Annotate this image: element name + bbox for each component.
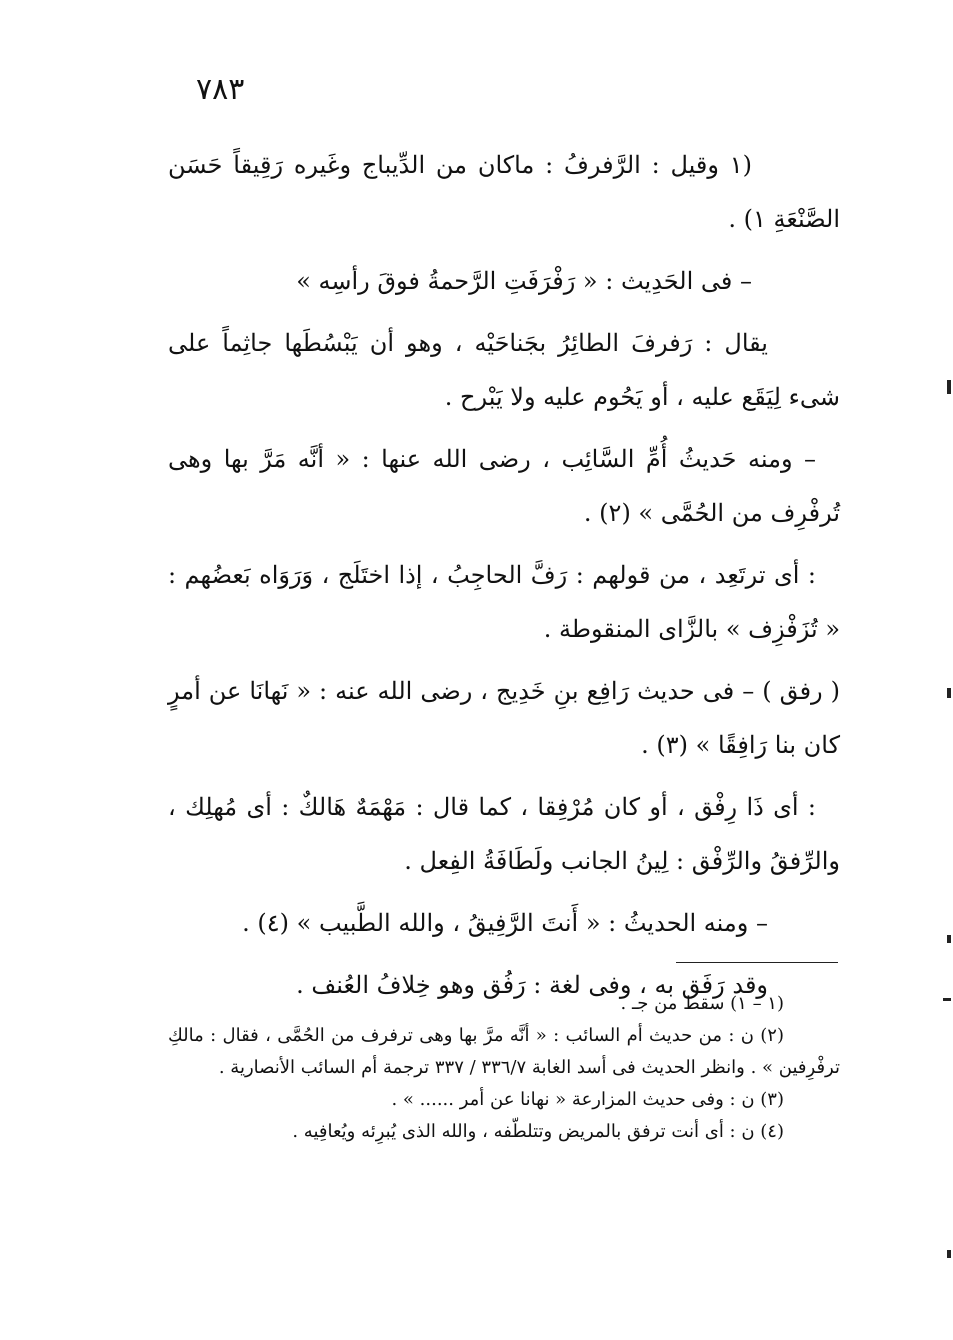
footnote-1: (١ – ١) سقط من جـ .: [620, 993, 784, 1014]
paragraph-rafraf-definition: (١ وقيل : الرَّفرفُ : ماكان من الدِّيباج وغَيره رَقِيقاً حَسَن الصَّنْعَةِ ١) .: [168, 151, 840, 233]
scan-edge-mark: [947, 688, 951, 698]
footnote-2: (٢) ن : من حديث أم السائب : « أنَّه مرَّ بها وهى ترفرف من الحُمَّى ، فقال : مالكِ ترفْرِفين » . وانظر الحديث فى أسد الغابة ٣٣٦/٧ / ٣٣٧ ترجمة أم السائب الأنصارية .: [168, 1025, 840, 1078]
paragraph-anta-rafiq: – ومنه الحديثُ : « أَنتَ الرَّفِيقُ ، والله الطَّبيب » (٤) .: [242, 909, 768, 937]
paragraph-dha-rifq: : أى ذَا رِفْق ، أو كان مُرْفِقا ، كما قال : مَهْمَهٌ هَالكٌ : أى مُهلِك ، والرِّفقُ والرِّفْق : لِينُ الجانب ولَطَافَةُ الفِعل .: [168, 793, 840, 875]
paragraph-rafaqa-bihi: وقد رَفَق به ، وفى لغة : رَفُق وهو خِلافُ العُنف .: [296, 971, 768, 999]
main-text: [168, 138, 840, 1020]
scan-edge-mark: [947, 380, 951, 394]
paragraph-rafraf-bird: يقال : رَفرفَ الطائِرُ بجَناحَيْه ، وهو أن يَبْسُطَها جاثِماً على شىء لِيَقَع عليه ، أو يَحُوم عليه ولا يَبْرح .: [168, 329, 840, 411]
paragraph-tartaid: : أى ترتَعِد ، من قولهم : رَفَّ الحاجِبُ ، إذا اختَلَج ، وَرَوَاه بَعضُهم : « تُزَفْزِف » بالزَّاى المنقوطة .: [168, 561, 840, 643]
paragraph-rifq-heading: ( رفق ) – فى حديث رَافِع بنِ خَدِيج ، رضى الله عنه : « نَهانَا عن أمرٍ كان بنا رَافِقًا » (٣) .: [168, 677, 840, 759]
scan-edge-mark: [947, 935, 951, 943]
footnote-divider: [676, 962, 838, 963]
scan-edge-mark: [943, 998, 951, 1001]
paragraph-hadith-umm-saib: – ومنه حَديثُ أُمِّ السَّائِب ، رضى الله عنها : « أنَّه مَرَّ بها وهى تُرفْرِف من الحُمَّى » (٢) .: [168, 445, 840, 527]
footnotes: [168, 988, 840, 1148]
paragraph-hadith-rafrafat: – فى الحَدِيث : « رَفْرَفَتِ الرَّحمةُ فوقَ رأسِه »: [296, 267, 752, 295]
footnote-4: (٤) ن : أى أنت ترفق بالمريض وتتلطّفه ، والله الذى يُبرِئه ويُعافِيه .: [292, 1121, 784, 1142]
page-number: ٧٨٣: [196, 72, 245, 107]
footnote-3: (٣) ن : وفى حديث المزارعة « نهانا عن أمر ...... » .: [391, 1089, 784, 1110]
scan-edge-mark: [947, 1250, 951, 1258]
